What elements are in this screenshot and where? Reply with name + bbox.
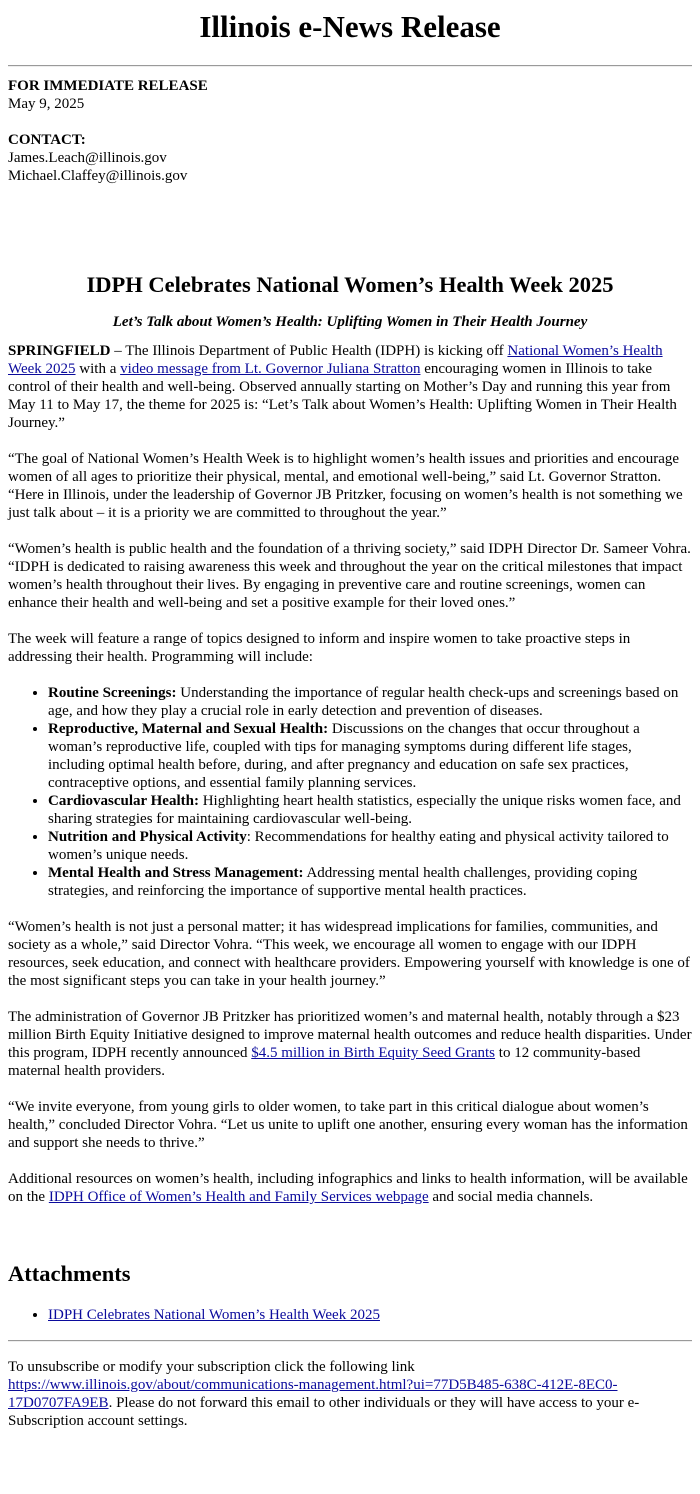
attachment-link[interactable]: IDPH Celebrates National Women’s Health Week 2025 bbox=[48, 1307, 380, 1323]
paragraph-resources: Additional resources on women’s health, including infographics and links to health information, will be available on the IDPH Office of Women’s Health and Family Services webpage and social media channels. bbox=[8, 1171, 688, 1205]
unsubscribe-notice: To unsubscribe or modify your subscription click the following link https://www.illinois.gov/about/communications-management.html?ui=77D5B485-638C-412E-8EC0-17D0707FA9EB. Please do not forward this email to other individuals or they will have access to your e-Subscription account settings. bbox=[8, 1359, 640, 1429]
list-item: • Mental Health and Stress Management: Addressing mental health challenges, providing coping strategies, and reinforcing the importance of supportive mental health practices. bbox=[48, 864, 692, 900]
paragraph-vohra-quote-2: “Women’s health is not just a personal matter; it has widespread implications for families, communities, and society as a whole,” said Director Vohra. “This week, we encourage all women to engage with our IDPH resources, seek education, and connect with healthcare providers. Empowering yourself with knowledge is one of the most significant steps you can take in your health journey.” bbox=[8, 919, 690, 989]
top-divider bbox=[8, 65, 692, 67]
link-womens-health-webpage[interactable]: IDPH Office of Women’s Health and Family Services webpage bbox=[48, 1189, 429, 1205]
bottom-divider bbox=[8, 1340, 692, 1342]
link-birth-equity-grants[interactable]: $4.5 million in Birth Equity Seed Grants bbox=[251, 1045, 496, 1061]
link-national-womens-health-week[interactable]: National Women’s Health Week 2025 bbox=[8, 343, 663, 377]
release-label: FOR IMMEDIATE RELEASE bbox=[8, 78, 208, 94]
link-video-message[interactable]: video message from Lt. Governor Juliana Stratton bbox=[120, 361, 421, 377]
attachments-heading: Attachments bbox=[8, 1261, 131, 1286]
paragraph-stratton-quote: “The goal of National Women’s Health Week is to highlight women’s health issues and priorities and encourage women of all ages to prioritize their physical, mental, and emotional well-being,” said Lt. Governor Stratton. “Here in Illinois, under the leadership of Governor JB Pritzker, focusing on women’s health is not something we just talk about – it is a priority we are committed to throughout the year.” bbox=[8, 451, 683, 521]
paragraph-vohra-quote: “Women’s health is public health and the foundation of a thriving society,” said IDPH Director Dr. Sameer Vohra. “IDPH is dedicated to raising awareness this week and throughout the year on the critical milestones that impact women’s health throughout their lives. By engaging in preventive care and routine screenings, women can enhance their health and well-being and set a positive example for their loved ones.” bbox=[8, 541, 691, 611]
list-item: • Routine Screenings: Understanding the importance of regular health check-ups and screenings based on age, and how they play a crucial role in early detection and prevention of diseases. bbox=[48, 684, 692, 720]
list-item: • Nutrition and Physical Activity: Recommendations for healthy eating and physical activity tailored to women’s unique needs. bbox=[48, 828, 692, 864]
paragraph-birth-equity: The administration of Governor JB Pritzker has prioritized women’s and maternal health, notably through a $23 million Birth Equity Initiative designed to improve maternal health outcomes and reduce health disparities. Under this program, IDPH recently announced $4.5 million in Birth Equity Seed Grants to 12 community-based maternal health providers. bbox=[8, 1009, 692, 1079]
list-item: • Reproductive, Maternal and Sexual Health: Discussions on the changes that occur throughout a woman’s reproductive life, coupled with tips for managing symptoms during different life stages, including optimal health before, during, and after pregnancy and education on safe sex practices, contraceptive options, and essential family planning services. bbox=[48, 720, 692, 792]
contact-email: Michael.Claffey@illinois.gov bbox=[8, 168, 188, 184]
contact-email: James.Leach@illinois.gov bbox=[8, 150, 167, 166]
paragraph-programming: The week will feature a range of topics designed to inform and inspire women to take proactive steps in addressing their health. Programming will include: bbox=[8, 631, 631, 665]
paragraph-invite-quote: “We invite everyone, from young girls to older women, to take part in this critical dialogue about women’s health,” concluded Director Vohra. “Let us unite to uplift one another, ensuring every woman has the information and support she needs to thrive.” bbox=[8, 1099, 688, 1151]
paragraph-intro: SPRINGFIELD – The Illinois Department of Public Health (IDPH) is kicking off National Women’s Health Week 2025 with a video message from Lt. Governor Juliana Stratton encouraging women in Illinois to take control of their health and well-being. Observed annually starting on Mother’s Day and running this year from May 11 to May 17, the theme for 2025 is: “Let’s Talk about Women’s Health: Uplifting Women in Their Health Journey.” bbox=[8, 343, 677, 431]
headline: IDPH Celebrates National Women’s Health Week 2025 bbox=[86, 272, 614, 297]
subheadline: Let’s Talk about Women’s Health: Uplifting Women in Their Health Journey bbox=[112, 314, 588, 330]
dateline: SPRINGFIELD bbox=[8, 343, 111, 359]
topics-list bbox=[8, 684, 692, 900]
contact-label: CONTACT: bbox=[8, 132, 86, 148]
attachments-list bbox=[8, 1306, 692, 1324]
link-subscription-management[interactable]: https://www.illinois.gov/about/communications-management.html?ui=77D5B485-638C-412E-8EC0-17D0707FA9EB bbox=[8, 1377, 618, 1411]
release-date: May 9, 2025 bbox=[8, 96, 85, 112]
release-info bbox=[8, 77, 692, 185]
site-title: Illinois e-News Release bbox=[199, 9, 501, 44]
list-item: • Cardiovascular Health: Highlighting heart health statistics, especially the unique risks women face, and sharing strategies for maintaining cardiovascular well-being. bbox=[48, 792, 692, 828]
list-item bbox=[48, 1306, 692, 1324]
